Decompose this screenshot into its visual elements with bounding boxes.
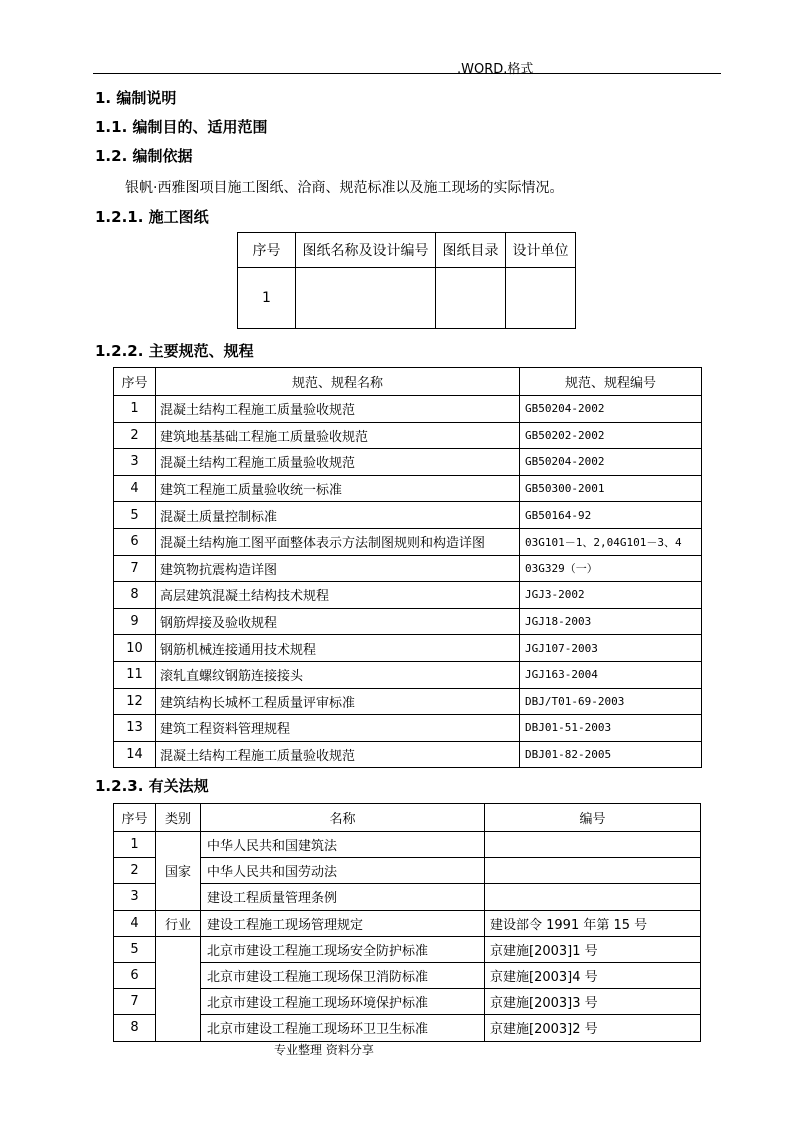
cell-code: 03G329（一） [520,555,702,582]
cell-name: 混凝土结构工程施工质量验收规范 [156,396,520,423]
laws-table [113,803,701,1042]
cell-name: 建设工程质量管理条例 [201,884,485,910]
cell-code [485,832,701,858]
table-row [114,715,702,742]
cell-name: 混凝土结构施工图平面整体表示方法制图规则和构造详图 [156,528,520,555]
cell-number: 7 [114,989,156,1015]
cell-number: 9 [114,608,156,635]
cell-category: 国家 [156,832,201,911]
cell-name: 建筑结构长城杯工程质量评审标准 [156,688,520,715]
cell-code: JGJ18-2003 [520,608,702,635]
cell-number: 11 [114,661,156,688]
table-row [114,936,701,962]
cell-number: 1 [114,832,156,858]
table-header-row [114,368,702,396]
col-header: 类别 [156,804,201,832]
cell-name: 北京市建设工程施工现场保卫消防标准 [201,962,485,988]
table-row [114,449,702,476]
cell-code: JGJ3-2002 [520,582,702,609]
table-row [114,528,702,555]
table-row [114,396,702,423]
cell-number: 13 [114,715,156,742]
cell-code: JGJ107-2003 [520,635,702,662]
table-row [114,1015,701,1041]
cell-number: 5 [114,502,156,529]
cell-name: 建筑地基基础工程施工质量验收规范 [156,422,520,449]
col-header: 序号 [114,804,156,832]
table-header-row [114,804,701,832]
col-header: 规范、规程编号 [520,368,702,396]
table-row [114,661,702,688]
cell-number: 5 [114,936,156,962]
cell-name: 北京市建设工程施工现场安全防护标准 [201,936,485,962]
heading-1-2: 1.2. 编制依据 [95,147,193,165]
cell-number: 10 [114,635,156,662]
cell-name: 建设工程施工现场管理规定 [201,910,485,936]
table-row [114,858,701,884]
cell-name: 建筑工程资料管理规程 [156,715,520,742]
cell-code: GB50164-92 [520,502,702,529]
table-row [114,910,701,936]
heading-1-2-1: 1.2.1. 施工图纸 [95,208,209,226]
cell-number: 8 [114,1015,156,1041]
heading-1-1: 1.1. 编制目的、适用范围 [95,118,268,136]
cell-number: 6 [114,528,156,555]
cell [296,268,436,329]
cell-code: 京建施[2003]4 号 [485,962,701,988]
cell-number: 6 [114,962,156,988]
table-row [114,608,702,635]
cell-code: 03G101－1、2,04G101－3、4 [520,528,702,555]
cell-name: 高层建筑混凝土结构技术规程 [156,582,520,609]
table-row [114,475,702,502]
cell-name: 滚轧直螺纹钢筋连接接头 [156,661,520,688]
col-header: 序号 [238,233,296,268]
cell-number: 14 [114,741,156,768]
col-header: 编号 [485,804,701,832]
col-header: 规范、规程名称 [156,368,520,396]
cell-name: 混凝土结构工程施工质量验收规范 [156,741,520,768]
table-row [114,884,701,910]
table-row [238,268,576,329]
cell-number: 3 [114,449,156,476]
cell-number: 1 [114,396,156,423]
cell-code [485,858,701,884]
header-divider [93,73,721,74]
cell-code [485,884,701,910]
standards-table [113,367,702,768]
cell-name: 北京市建设工程施工现场环卫卫生标准 [201,1015,485,1041]
cell-name: 中华人民共和国劳动法 [201,858,485,884]
cell-code: GB50204-2002 [520,449,702,476]
cell-code: JGJ163-2004 [520,661,702,688]
cell-code: 京建施[2003]3 号 [485,989,701,1015]
table-header-row [238,233,576,268]
cell [506,268,576,329]
cell-number: 2 [114,422,156,449]
col-header: 图纸名称及设计编号 [296,233,436,268]
cell-name: 钢筋焊接及验收规程 [156,608,520,635]
cell-category: 行业 [156,910,201,936]
cell-name: 混凝土结构工程施工质量验收规范 [156,449,520,476]
cell-number: 7 [114,555,156,582]
heading-1-2-3: 1.2.3. 有关法规 [95,777,209,795]
table-row [114,422,702,449]
cell [436,268,506,329]
cell-code: 京建施[2003]1 号 [485,936,701,962]
table-row [114,502,702,529]
cell-name: 北京市建设工程施工现场环境保护标准 [201,989,485,1015]
table-row [114,741,702,768]
cell-number: 8 [114,582,156,609]
col-header: 序号 [114,368,156,396]
cell-number: 4 [114,475,156,502]
page-header: .WORD.格式 [457,62,534,77]
table-row [114,635,702,662]
cell-name: 中华人民共和国建筑法 [201,832,485,858]
cell-code: DBJ/T01-69-2003 [520,688,702,715]
col-header: 设计单位 [506,233,576,268]
cell-name: 建筑工程施工质量验收统一标准 [156,475,520,502]
cell-code: GB50204-2002 [520,396,702,423]
table-row [114,832,701,858]
cell-code: GB50300-2001 [520,475,702,502]
cell-name: 钢筋机械连接通用技术规程 [156,635,520,662]
cell-name: 混凝土质量控制标准 [156,502,520,529]
cell-code: DBJ01-82-2005 [520,741,702,768]
cell-number: 3 [114,884,156,910]
col-header: 图纸目录 [436,233,506,268]
col-header: 名称 [201,804,485,832]
drawings-table [237,232,576,329]
table-row [114,555,702,582]
table-row [114,989,701,1015]
cell: 1 [238,268,296,329]
cell-code: DBJ01-51-2003 [520,715,702,742]
table-row [114,582,702,609]
cell-number: 12 [114,688,156,715]
heading-1: 1. 编制说明 [95,89,177,107]
table-row [114,688,702,715]
table-row [114,962,701,988]
heading-1-2-2: 1.2.2. 主要规范、规程 [95,342,254,360]
cell-category-empty [156,936,201,1041]
cell-code: 京建施[2003]2 号 [485,1015,701,1041]
basis-paragraph: 银帆·西雅图项目施工图纸、洽商、规范标准以及施工现场的实际情况。 [125,180,564,196]
cell-name: 建筑物抗震构造详图 [156,555,520,582]
cell-number: 2 [114,858,156,884]
cell-code: 建设部令 1991 年第 15 号 [485,910,701,936]
page-footer: 专业整理 资料分享 [274,1043,374,1057]
cell-number: 4 [114,910,156,936]
cell-code: GB50202-2002 [520,422,702,449]
